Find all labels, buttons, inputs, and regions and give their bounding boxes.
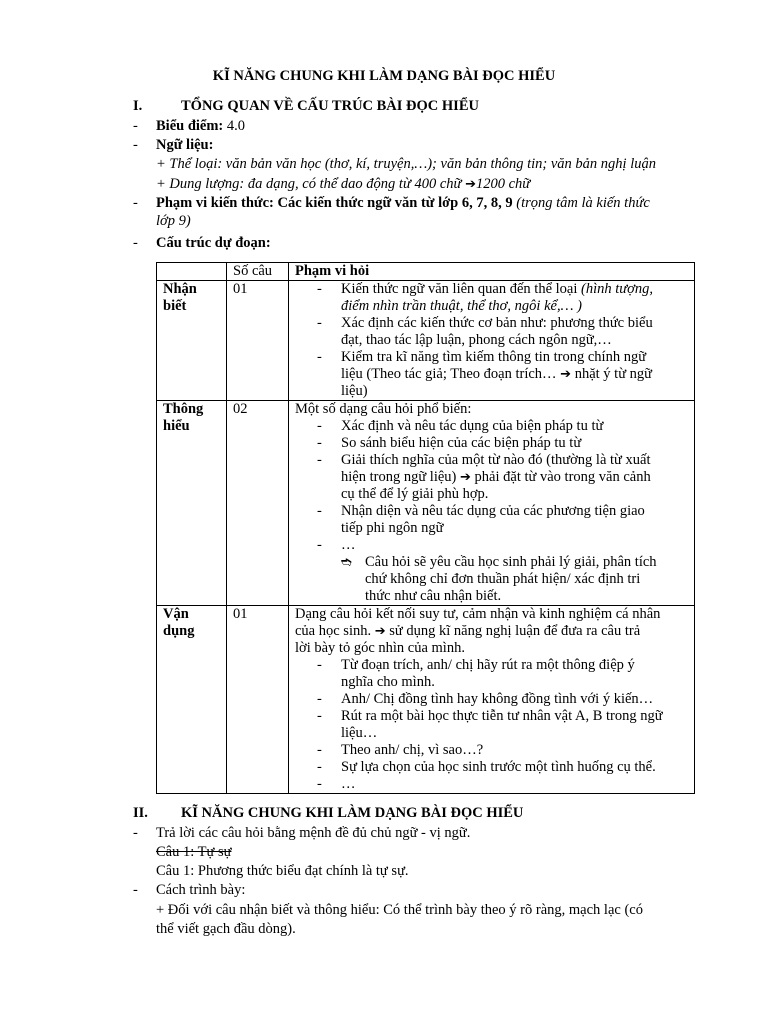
length-line [156, 176, 530, 193]
bullet-dash: - [317, 742, 322, 758]
material-label: Ngữ liệu: [156, 137, 214, 153]
intro-text: của học sinh. [295, 623, 375, 639]
bullet-dash: - [133, 882, 138, 898]
score-label: Biểu điểm: [156, 118, 224, 134]
structure-label: Cấu trúc dự đoạn: [156, 235, 271, 251]
scope-line [156, 195, 650, 212]
list-item [295, 759, 694, 776]
level-cell [157, 606, 227, 794]
list-item [295, 315, 694, 349]
bullet-dash: - [133, 235, 138, 251]
answer-rule: Trả lời các câu hỏi bằng mệnh đề đủ chủ ngữ - vị ngữ. [156, 825, 471, 841]
list-item [295, 742, 694, 759]
intro-text: lời bày tỏ góc nhìn của mình. [295, 640, 465, 656]
count-cell: 01 [227, 606, 289, 794]
list-item [295, 281, 694, 315]
level-text: hiểu [163, 418, 190, 434]
note-text: thức như câu nhận biết. [365, 588, 502, 604]
list-item [295, 708, 694, 742]
bullet-dash: - [317, 708, 322, 724]
table-row [157, 281, 695, 401]
section-1-title: TỔNG QUAN VỀ CẤU TRÚC BÀI ĐỌC HIỂU [181, 98, 479, 114]
item-text: … [341, 776, 356, 792]
bullet-dash: - [133, 137, 138, 153]
scope-cell [289, 401, 695, 606]
score-value: 4.0 [223, 118, 246, 134]
section-2-heading [133, 805, 523, 822]
wrong-example: Câu 1: Tự sự [156, 844, 232, 860]
item-text: Nhận diện và nêu tác dụng của các phương tiện giao [341, 503, 645, 519]
scope-cell [289, 281, 695, 401]
item-text: liệu) [341, 383, 368, 399]
table-header-count: Số câu [227, 263, 289, 281]
section-2-number: II. [133, 805, 148, 821]
note-text: Câu hỏi sẽ yêu cầu học sinh phải lý giải, phân tích [365, 554, 657, 570]
item-text: phải đặt từ vào trong văn cảnh [470, 469, 651, 485]
item-text: liệu… [341, 725, 378, 741]
list-item [295, 537, 694, 554]
list-item [295, 657, 694, 691]
bullet-dash: - [133, 195, 138, 211]
list-item [295, 776, 694, 793]
item-text-italic: (hình tượng, [581, 281, 654, 297]
table-row [157, 401, 695, 606]
bullet-dash: - [133, 118, 138, 134]
section-1-heading [133, 98, 479, 115]
intro-text: Dạng câu hỏi kết nối suy tư, cảm nhận và kinh nghiệm cá nhân [295, 606, 661, 622]
item-text: Giải thích nghĩa của một từ nào đó (thường là từ xuất [341, 452, 651, 468]
bullet-dash: - [317, 537, 322, 553]
level-cell [157, 281, 227, 401]
note-item [295, 554, 694, 605]
level-text: biết [163, 298, 187, 314]
table-header-row [157, 263, 695, 281]
level-text: dụng [163, 623, 195, 639]
right-arrow-icon: ➔ [374, 624, 386, 639]
item-text: Từ đoạn trích, anh/ chị hãy rút ra một thông điệp ý [341, 657, 635, 673]
list-item [295, 349, 694, 400]
item-text: hiện trong ngữ liệu) [341, 469, 461, 485]
structure-table [156, 262, 695, 794]
right-example: Câu 1: Phương thức biểu đạt chính là tự sự. [156, 863, 409, 879]
level-text: Thông [163, 401, 204, 417]
list-item [295, 435, 694, 452]
right-arrow-icon: ➔ [465, 177, 476, 192]
list-item [295, 452, 694, 503]
bullet-dash: - [317, 691, 322, 707]
item-text: đạt, thao tác lập luận, phong cách ngôn ngữ,… [341, 332, 612, 348]
right-arrow-icon: ➔ [460, 470, 471, 485]
level-text: Nhận [163, 281, 197, 297]
right-arrow-icon: ➔ [560, 367, 572, 382]
count-cell: 02 [227, 401, 289, 606]
bullet-dash: - [317, 349, 322, 365]
item-text: … [341, 537, 356, 553]
item-text: Xác định các kiến thức cơ bản như: phương thức biểu [341, 315, 653, 331]
item-text: nghĩa cho mình. [341, 674, 435, 690]
bullet-dash: - [317, 452, 322, 468]
table-row [157, 606, 695, 794]
item-text: Sự lựa chọn của học sinh trước một tình huống cụ thể. [341, 759, 656, 775]
scope-note: (trọng tâm là kiến thức [512, 195, 650, 211]
item-text: liệu (Theo tác giả; Theo đoạn trích… [341, 366, 561, 382]
item-text: So sánh biểu hiện của các biện pháp tu từ [341, 435, 582, 451]
section-1-number: I. [133, 98, 143, 114]
document-title: KĨ NĂNG CHUNG KHI LÀM DẠNG BÀI ĐỌC HIỂU [212, 68, 556, 84]
item-text: tiếp phi ngôn ngữ [341, 520, 444, 536]
list-item [295, 503, 694, 537]
bullet-dash: - [317, 435, 322, 451]
genre-line: + Thể loại: văn bản văn học (thơ, kí, truyện,…); văn bản thông tin; văn bản nghị luận [156, 156, 656, 172]
bullet-dash: - [317, 657, 322, 673]
section-2-title: KĨ NĂNG CHUNG KHI LÀM DẠNG BÀI ĐỌC HIỂU [181, 805, 524, 821]
item-text-italic: điểm nhìn trần thuật, thể thơ, ngôi kể,… ) [341, 298, 582, 314]
level-text: Vận [163, 606, 189, 622]
item-text: Kiến thức ngữ văn liên quan đến thể loại [341, 281, 582, 297]
scope-label: Phạm vi kiến thức: Các kiến thức ngữ văn từ lớp 6, 7, 8, 9 [156, 195, 513, 211]
scope-cell [289, 606, 695, 794]
bullet-dash: - [317, 503, 322, 519]
item-text: Rút ra một bài học thực tiễn tư nhân vật A, B trong ngữ [341, 708, 663, 724]
table-header-empty [157, 263, 227, 281]
item-text: Anh/ Chị đồng tình hay không đồng tình với ý kiến… [341, 691, 654, 707]
bullet-dash: - [317, 315, 322, 331]
bullet-dash: - [317, 759, 322, 775]
hollow-arrow-bullet-icon: ➬ [341, 555, 352, 570]
item-text: nhặt ý từ ngữ [571, 366, 653, 382]
bullet-dash: - [317, 776, 322, 792]
presentation-text: + Đối với câu nhận biết và thông hiểu: Có thể trình bày theo ý rõ ràng, mạch lạc (có [156, 902, 643, 918]
note-text: chứ không chỉ đơn thuần phát hiện/ xác định tri [365, 571, 641, 587]
list-item [295, 418, 694, 435]
item-text: Kiểm tra kĩ năng tìm kiếm thông tin trong chính ngữ [341, 349, 647, 365]
count-cell: 01 [227, 281, 289, 401]
table-header-scope: Phạm vi hỏi [289, 263, 695, 281]
bullet-dash: - [133, 825, 138, 841]
length-text-start: + Dung lượng: đa dạng, có thể dao động từ 400 chữ [156, 176, 466, 192]
item-text: Xác định và nêu tác dụng của biện pháp tu từ [341, 418, 604, 434]
length-text-end: 1200 chữ [475, 176, 531, 192]
level-cell [157, 401, 227, 606]
bullet-dash: - [317, 418, 322, 434]
score-line [156, 118, 245, 135]
item-text: cụ thể để lý giải phù hợp. [341, 486, 489, 502]
presentation-label: Cách trình bày: [156, 882, 246, 898]
item-text: Theo anh/ chị, vì sao…? [341, 742, 484, 758]
scope-note-continued: lớp 9) [156, 213, 191, 229]
presentation-text-continued: thể viết gạch đầu dòng). [156, 921, 296, 937]
list-item [295, 691, 694, 708]
bullet-dash: - [317, 281, 322, 297]
intro-text: Một số dạng câu hỏi phổ biến: [295, 401, 472, 417]
intro-text: sử dụng kĩ năng nghị luận để đưa ra câu trả [385, 623, 641, 639]
